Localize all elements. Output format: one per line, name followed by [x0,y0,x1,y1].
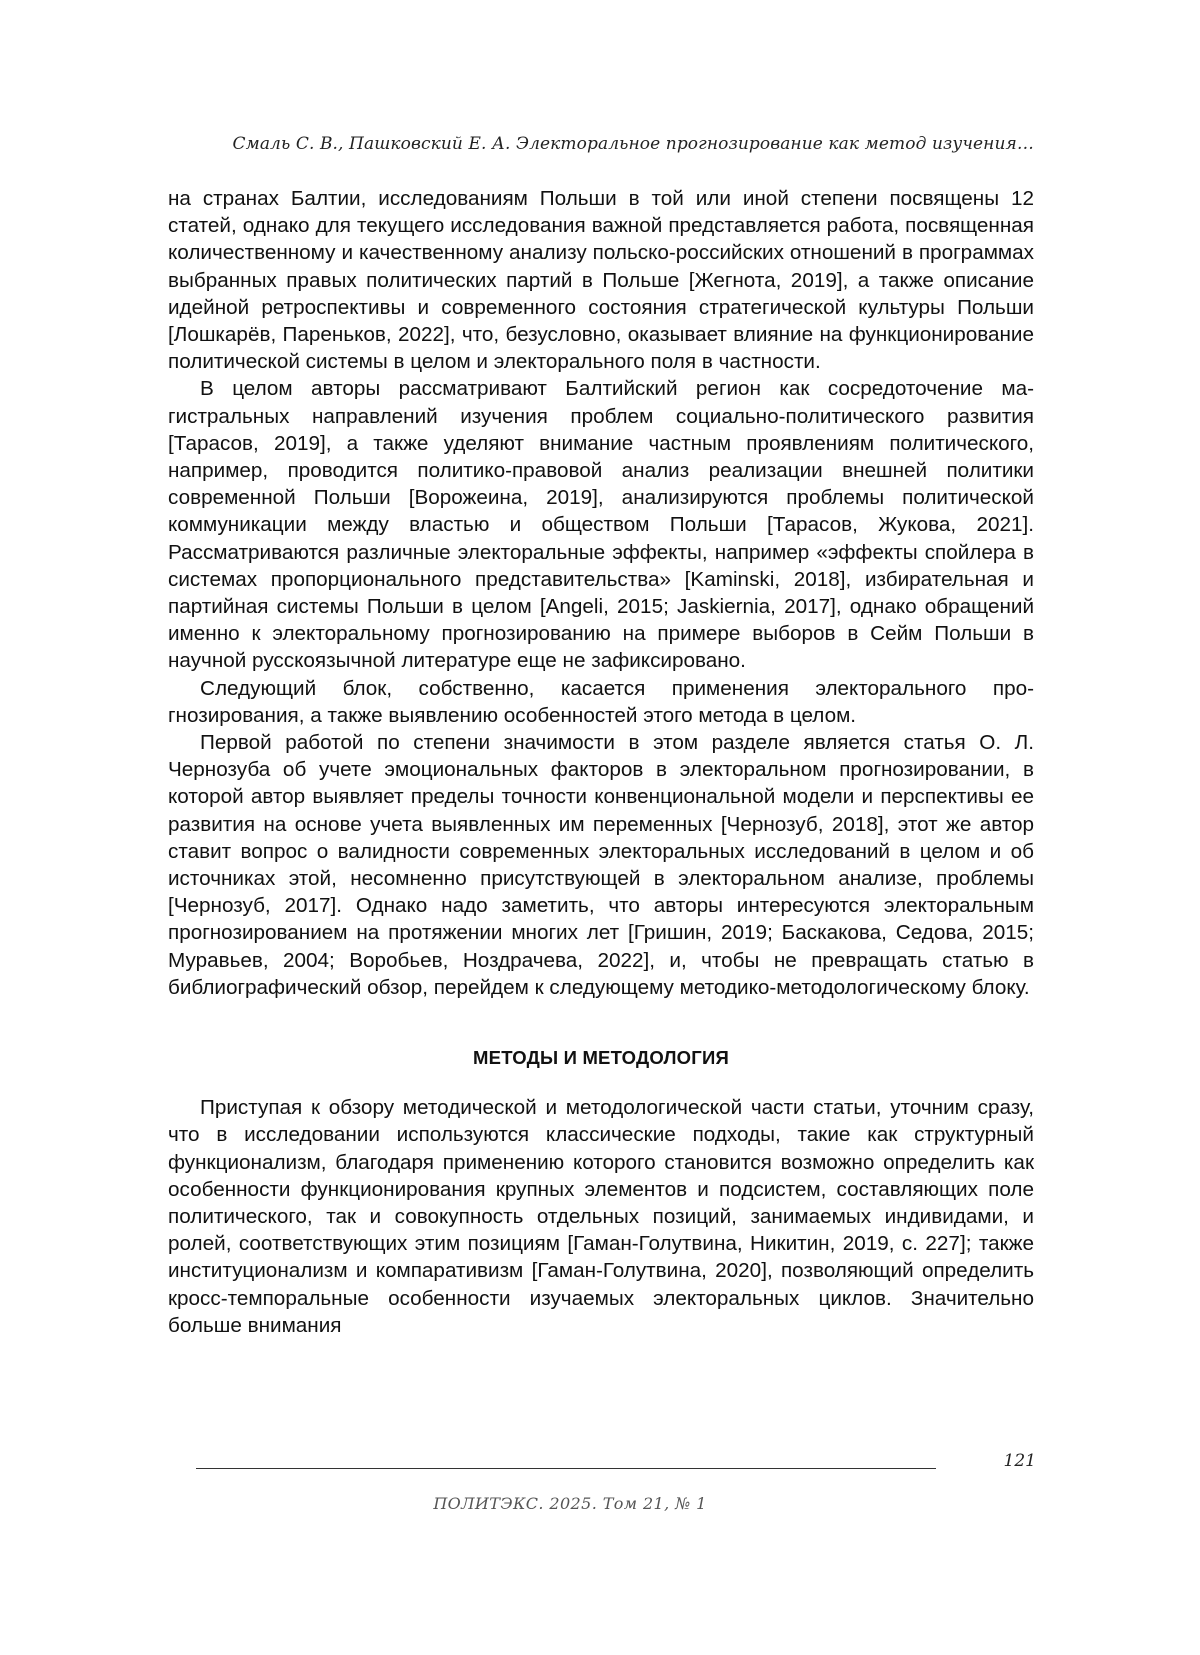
journal-footer: ПОЛИТЭКС. 2025. Том 21, № 1 [433,1494,707,1513]
page-number: 121 [1003,1451,1036,1471]
paragraph: Приступая к обзору методической и методологической части статьи, уточним сразу, что в исследовании используются классические подходы, такие как структурный функционализм, благодаря применению которого становится возможно определить как особенности функционирования крупных элементов и подсистем, составляющих поле политического, так и совокупность отдельных позиций, занимаемых индивидами, и ролей, соответствующих этим позициям [Гаман-Голутвина, Никитин, 2019, с. 227]; также институционализм и компаративизм [Гаман-Голутвина, 2020], позволяющий определить кросс-темпоральные особенности изучаемых электоральных циклов. Значительно больше внимания [168,1096,1034,1337]
paragraph: на странах Балтии, исследованиям Польши в той или иной степени посвящены 12 статей, однако для текущего исследования важной представляется работа, посвященная количественному и качественному анализу польско-российских отношений в программах выбранных правых политических партий в Польше [Жегнота, 2019], а также описание идейной ретроспективы и современного состояния стратегической культуры Польши [Лошкарёв, Пареньков, 2022], что, безусловно, оказывает влияние на функционирование политической системы в целом и электорального поля в частности. [168,187,1034,374]
section-heading: МЕТОДЫ И МЕТОДОЛОГИЯ [473,1047,729,1069]
article-body [168,185,1034,1339]
paragraph: В целом авторы рассматривают Балтийский регион как сосредоточение магистральных направлений изучения проблем социально-политического развития [Тарасов, 2019], а также уделяют внимание частным проявлениям политического, например, проводится политико-правовой анализ реализации внешней политики современной Польши [Ворожеина, 2019], анализируются проблемы политической коммуникации между властью и обществом Польши [Тарасов, Жукова, 2021]. Рассматриваются различные электоральные эффекты, например «эффекты спойлера в системах пропорционального представительства» [Kaminski, 2018], избирательная и партийная системы Польши в целом [Angeli, 2015; Jaskiernia, 2017], однако обращений именно к электоральному прогнозированию на примере выборов в Сейм Польши в научной русскоязычной литературе еще не зафиксировано. [168,377,1034,673]
paragraph: Первой работой по степени значимости в этом разделе является статья О. Л. Чернозуба об учете эмоциональных факторов в электоральном прогнозировании, в которой автор выявляет пределы точности конвенциональной модели и перспективы ее развития на основе учета выявленных им переменных [Чернозуб, 2018], этот же автор ставит вопрос о валидности современных электоральных исследований в целом и об источниках этой, несомненно присутствующей в электоральном анализе, проблемы [Чернозуб, 2017]. Однако надо заметить, что авторы интересуются электоральным прогнозированием на протяжении многих лет [Гришин, 2019; Баскакова, Седова, 2015; Муравьев, 2004; Воробьев, Ноздрачева, 2022], и, чтобы не превращать статью в библиографический обзор, перейдем к следующему методико-методологическому блоку. [168,731,1034,999]
running-header: Смаль С. В., Пашковский Е. А. Электоральное прогнозирование как метод изучения… [232,134,1034,154]
paragraph: Следующий блок, собственно, касается применения электорального прогнозирования, а также выявлению особенностей этого метода в целом. [168,676,1034,727]
footer-divider [196,1468,936,1469]
